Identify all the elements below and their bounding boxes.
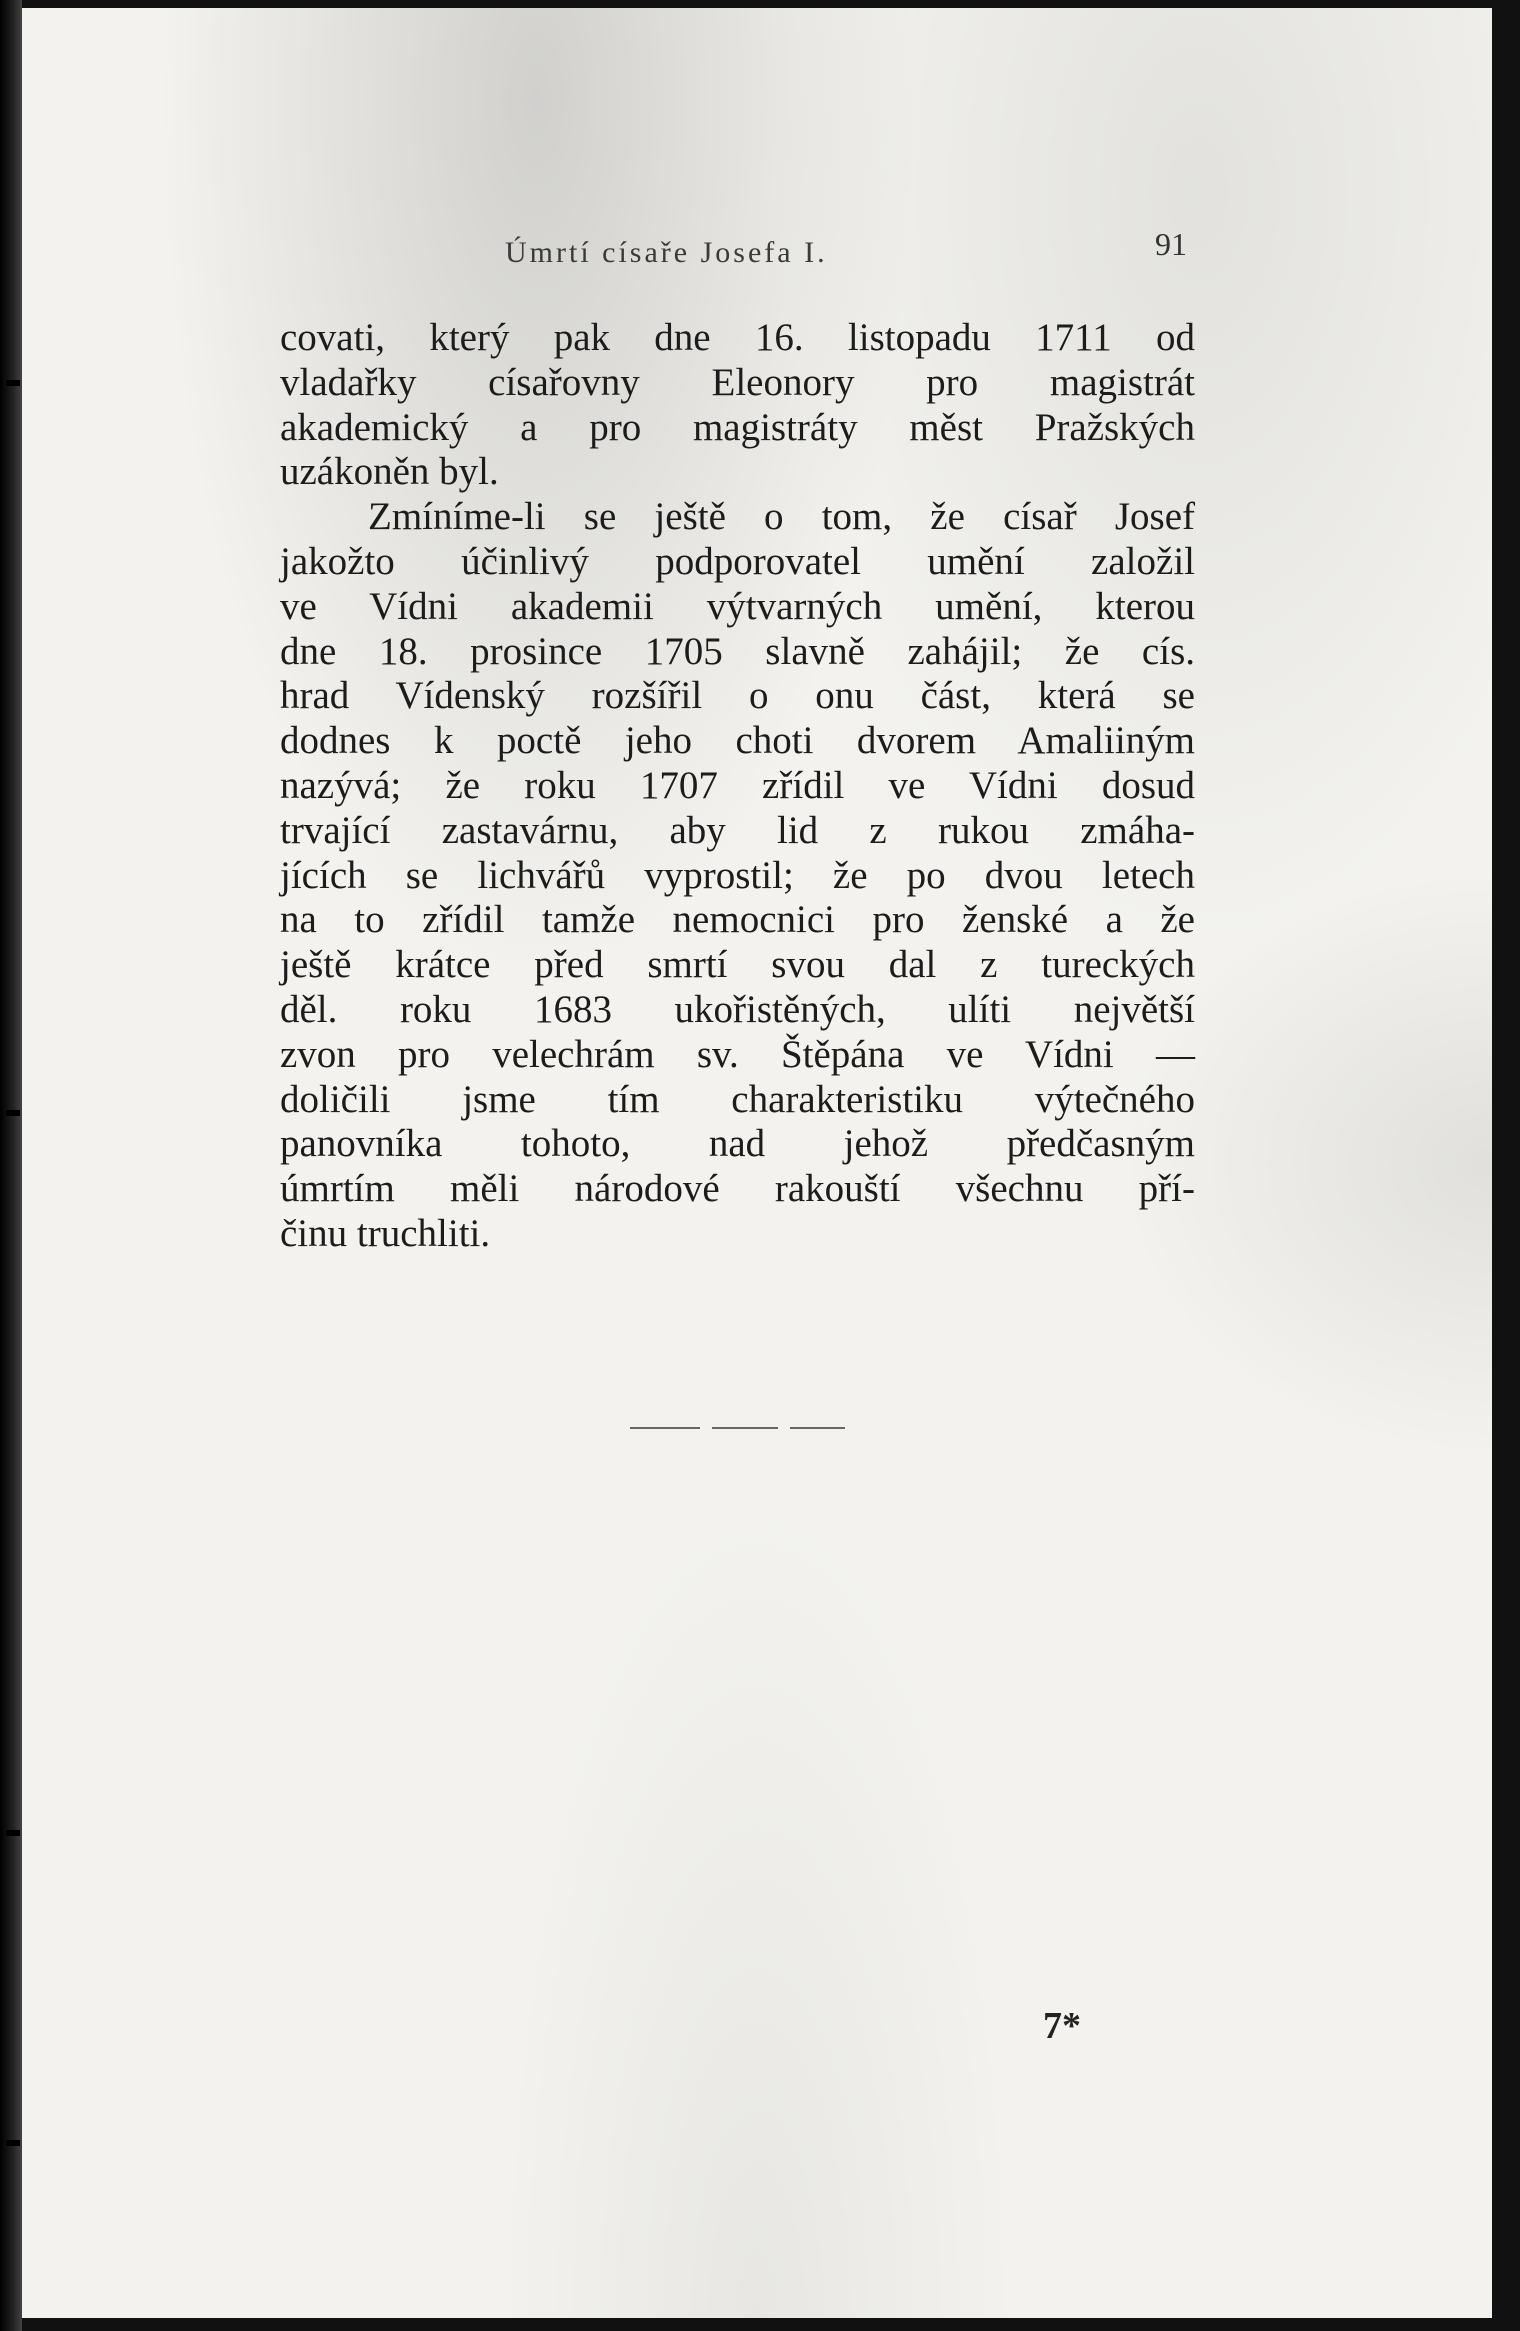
text-line: na to zřídil tamže nemocnici pro ženské a že	[280, 898, 1195, 942]
text-line: činu truchliti.	[280, 1211, 491, 1255]
text-line: covati, který pak dne 16. listopadu 1711 od	[280, 316, 1195, 359]
book-spine-edge	[0, 0, 22, 2331]
text-line: hrad Vídenský rozšířil o onu část, která se	[280, 674, 1195, 718]
rule-gap	[778, 1425, 790, 1431]
text-line: děl. roku 1683 ukořistěných, ulíti největší	[280, 987, 1195, 1031]
text-line: nazývá; že roku 1707 zřídil ve Vídni dosud	[280, 763, 1195, 807]
spine-mark	[6, 1830, 20, 1836]
text-line: uzákoněn byl.	[280, 450, 499, 494]
spine-mark	[6, 1110, 20, 1116]
text-line: Zmíníme-li se ještě o tom, že císař Josef	[368, 495, 1195, 539]
section-end-rule	[630, 1427, 845, 1429]
text-line: jících se lichvářů vyprostil; že po dvou letech	[280, 853, 1195, 897]
text-line: panovníka tohoto, nad jehož předčasným	[280, 1122, 1195, 1166]
text-line: trvající zastavárnu, aby lid z rukou zmáha-	[280, 808, 1195, 852]
page-number: 91	[1155, 226, 1187, 262]
signature-mark: 7*	[1043, 2005, 1081, 2047]
text-line: úmrtím měli národové rakouští všechnu pří-	[280, 1167, 1195, 1211]
spine-mark	[6, 380, 20, 386]
text-line: vladařky císařovny Eleonory pro magistrát	[280, 360, 1195, 404]
text-line: akademický a pro magistráty měst Pražských	[280, 405, 1195, 449]
text-line: jakožto účinlivý podporovatel umění založil	[280, 539, 1195, 583]
text-line: zvon pro velechrám sv. Štěpána ve Vídni —	[280, 1032, 1195, 1076]
spine-mark	[6, 2140, 20, 2146]
text-line: dne 18. prosince 1705 slavně zahájil; že cís.	[280, 629, 1195, 673]
text-line: doličili jsme tím charakteristiku výtečného	[280, 1077, 1195, 1121]
running-head: Úmrtí císaře Josefa I.	[505, 236, 828, 269]
paragraph-1	[280, 316, 1195, 495]
paragraph-2	[280, 495, 1195, 1257]
body-text	[280, 316, 1195, 1257]
text-line: ve Vídni akademii výtvarných umění, kterou	[280, 584, 1195, 628]
rule-gap	[700, 1425, 712, 1431]
text-line: ještě krátce před smrtí svou dal z tureckých	[280, 943, 1195, 987]
text-line: dodnes k poctě jeho choti dvorem Amaliiným	[280, 719, 1195, 763]
